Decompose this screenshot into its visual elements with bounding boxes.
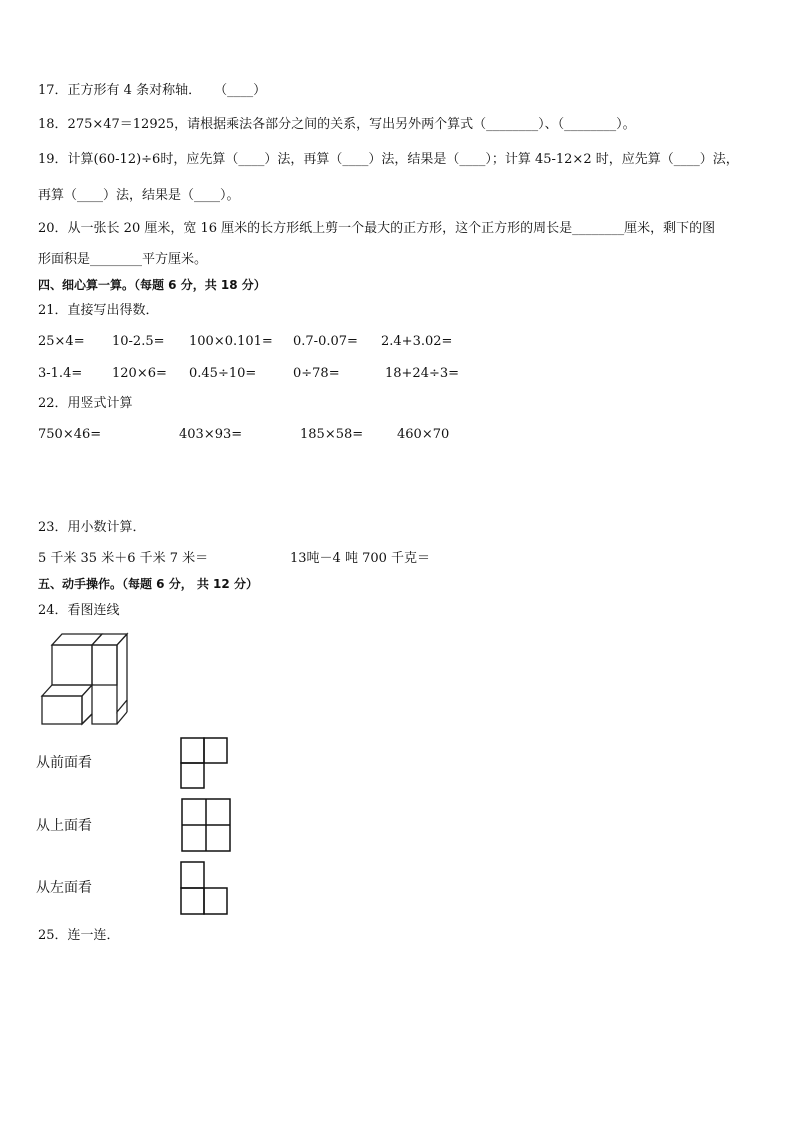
math-item: 13吨－4 吨 700 千克＝ xyxy=(290,551,431,566)
math-item: 0.45÷10= xyxy=(189,366,257,381)
section-4-heading: 四、细心算一算。（每题 6 分，共 18 分） xyxy=(38,278,266,292)
math-item: 750×46= xyxy=(38,427,102,442)
view-label-top: 从上面看 xyxy=(36,818,92,834)
math-item: 403×93= xyxy=(179,427,243,442)
view-label-left: 从左面看 xyxy=(36,880,92,896)
math-item: 10-2.5= xyxy=(112,334,165,349)
view-option-a[interactable] xyxy=(179,736,231,790)
view-option-c[interactable] xyxy=(179,860,231,916)
math-item: 5 千米 35 米＋6 千米 7 米＝ xyxy=(38,551,209,566)
question-22-title: 22．用竖式计算 xyxy=(38,396,133,411)
question-19-line2: 再算（____）法，结果是（____）。 xyxy=(38,188,240,203)
math-item: 460×70 xyxy=(397,427,450,442)
math-item: 18+24÷3= xyxy=(385,366,460,381)
math-item: 185×58= xyxy=(300,427,364,442)
question-20-line2: 形面积是________平方厘米。 xyxy=(38,252,208,267)
question-19-line1: 19．计算(60-12)÷6时，应先算（____）法，再算（____）法，结果是（____）；计算 45-12×2 时，应先算（____）法， xyxy=(38,152,739,167)
question-25-title: 25．连一连． xyxy=(38,928,120,943)
math-item: 120×6= xyxy=(112,366,167,381)
math-item: 0÷78= xyxy=(293,366,340,381)
math-item: 0.7-0.07= xyxy=(293,334,358,349)
view-option-b[interactable] xyxy=(180,797,232,853)
question-20-line1: 20．从一张长 20 厘米，宽 16 厘米的长方形纸上剪一个最大的正方形，这个正方形的周长是________厘米，剩下的图 xyxy=(38,221,716,236)
math-item: 2.4+3.02= xyxy=(381,334,453,349)
view-label-front: 从前面看 xyxy=(36,755,92,771)
question-21-title: 21．直接写出得数． xyxy=(38,303,159,318)
section-5-heading: 五、动手操作。（每题 6 分， 共 12 分） xyxy=(38,577,258,591)
question-24-title: 24．看图连线 xyxy=(38,603,120,618)
question-17: 17．正方形有 4 条对称轴． （____） xyxy=(38,83,267,98)
math-item: 100×0.101= xyxy=(189,334,273,349)
question-18: 18．275×47＝12925，请根据乘法各部分之间的关系，写出另外两个算式（________）、（________）。 xyxy=(38,117,636,132)
math-item: 25×4= xyxy=(38,334,85,349)
math-item: 3-1.4= xyxy=(38,366,83,381)
cube-stack-figure xyxy=(38,630,130,728)
question-23-title: 23．用小数计算． xyxy=(38,520,146,535)
